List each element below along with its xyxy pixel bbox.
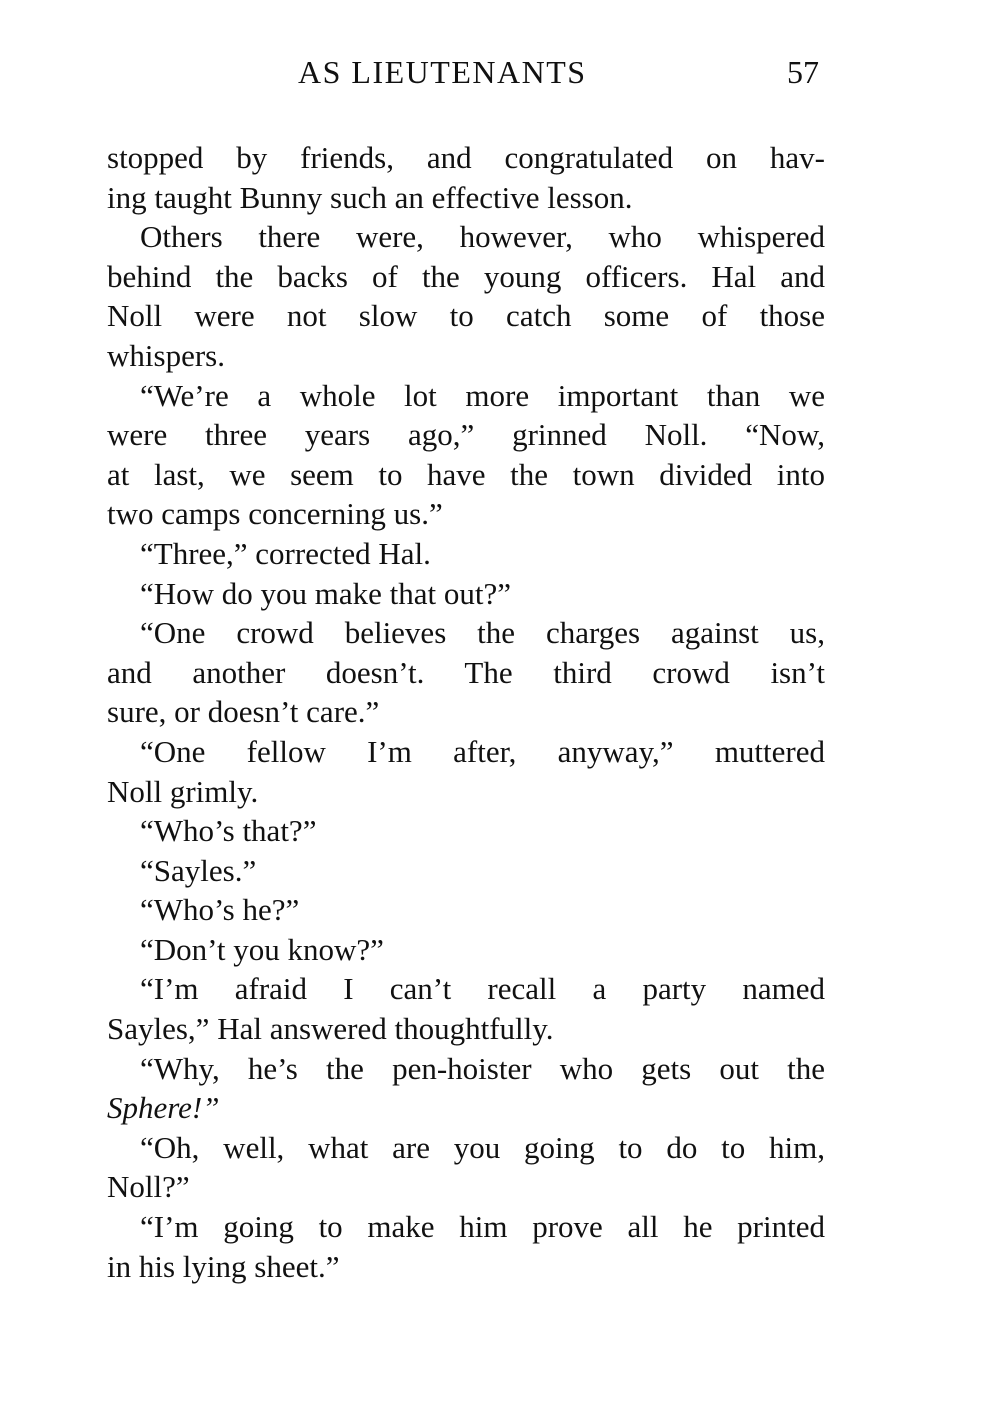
text-line: sure, or doesn’t care.” (107, 694, 380, 730)
running-head (0, 50, 1000, 98)
text-line: Others there were, however, who whispered (140, 219, 825, 255)
text-line: “Three,” corrected Hal. (140, 535, 431, 571)
text-line: “I’m going to make him prove all he printed (140, 1209, 825, 1245)
text-line: Sayles,” Hal answered thoughtfully. (107, 1011, 554, 1047)
running-title: AS LIEUTENANTS (298, 54, 587, 90)
text-line: “Sayles.” (140, 852, 257, 888)
text-line: “One crowd believes the charges against us, (140, 615, 825, 651)
text-line: “Who’s he?” (140, 892, 300, 928)
text-line: “We’re a whole lot more important than we (140, 377, 825, 413)
text-line: and another doesn’t. The third crowd isn’t (107, 654, 825, 690)
text-line: stopped by friends, and congratulated on hav- (107, 140, 825, 175)
text-line: whispers. (107, 337, 225, 373)
text-line: “How do you make that out?” (140, 575, 512, 611)
text-line: “One fellow I’m after, anyway,” muttered (140, 733, 825, 769)
italic-title: Sphere!” (107, 1090, 220, 1126)
text-line: Noll grimly. (107, 773, 259, 809)
text-line (107, 1088, 825, 1128)
text-line: at last, we seem to have the town divided into (107, 456, 825, 492)
text-line: Noll?” (107, 1169, 190, 1205)
text-line: in his lying sheet.” (107, 1248, 340, 1284)
text-line: behind the backs of the young officers. Hal and (107, 258, 825, 294)
text-line: “Who’s that?” (140, 813, 317, 849)
page-number: 57 (787, 54, 819, 90)
text-line: “Don’t you know?” (140, 931, 384, 967)
text-line: “I’m afraid I can’t recall a party named (140, 971, 825, 1007)
body-text (107, 138, 825, 1286)
text-line: “Oh, well, what are you going to do to him, (140, 1129, 825, 1165)
text-line: “Why, he’s the pen-hoister who gets out the (140, 1050, 825, 1086)
text-line: ing taught Bunny such an effective lesson. (107, 179, 633, 215)
text-line: were three years ago,” grinned Noll. “Now, (107, 417, 825, 453)
text-line: two camps concerning us.” (107, 496, 443, 532)
text-line: Noll were not slow to catch some of those (107, 298, 825, 334)
